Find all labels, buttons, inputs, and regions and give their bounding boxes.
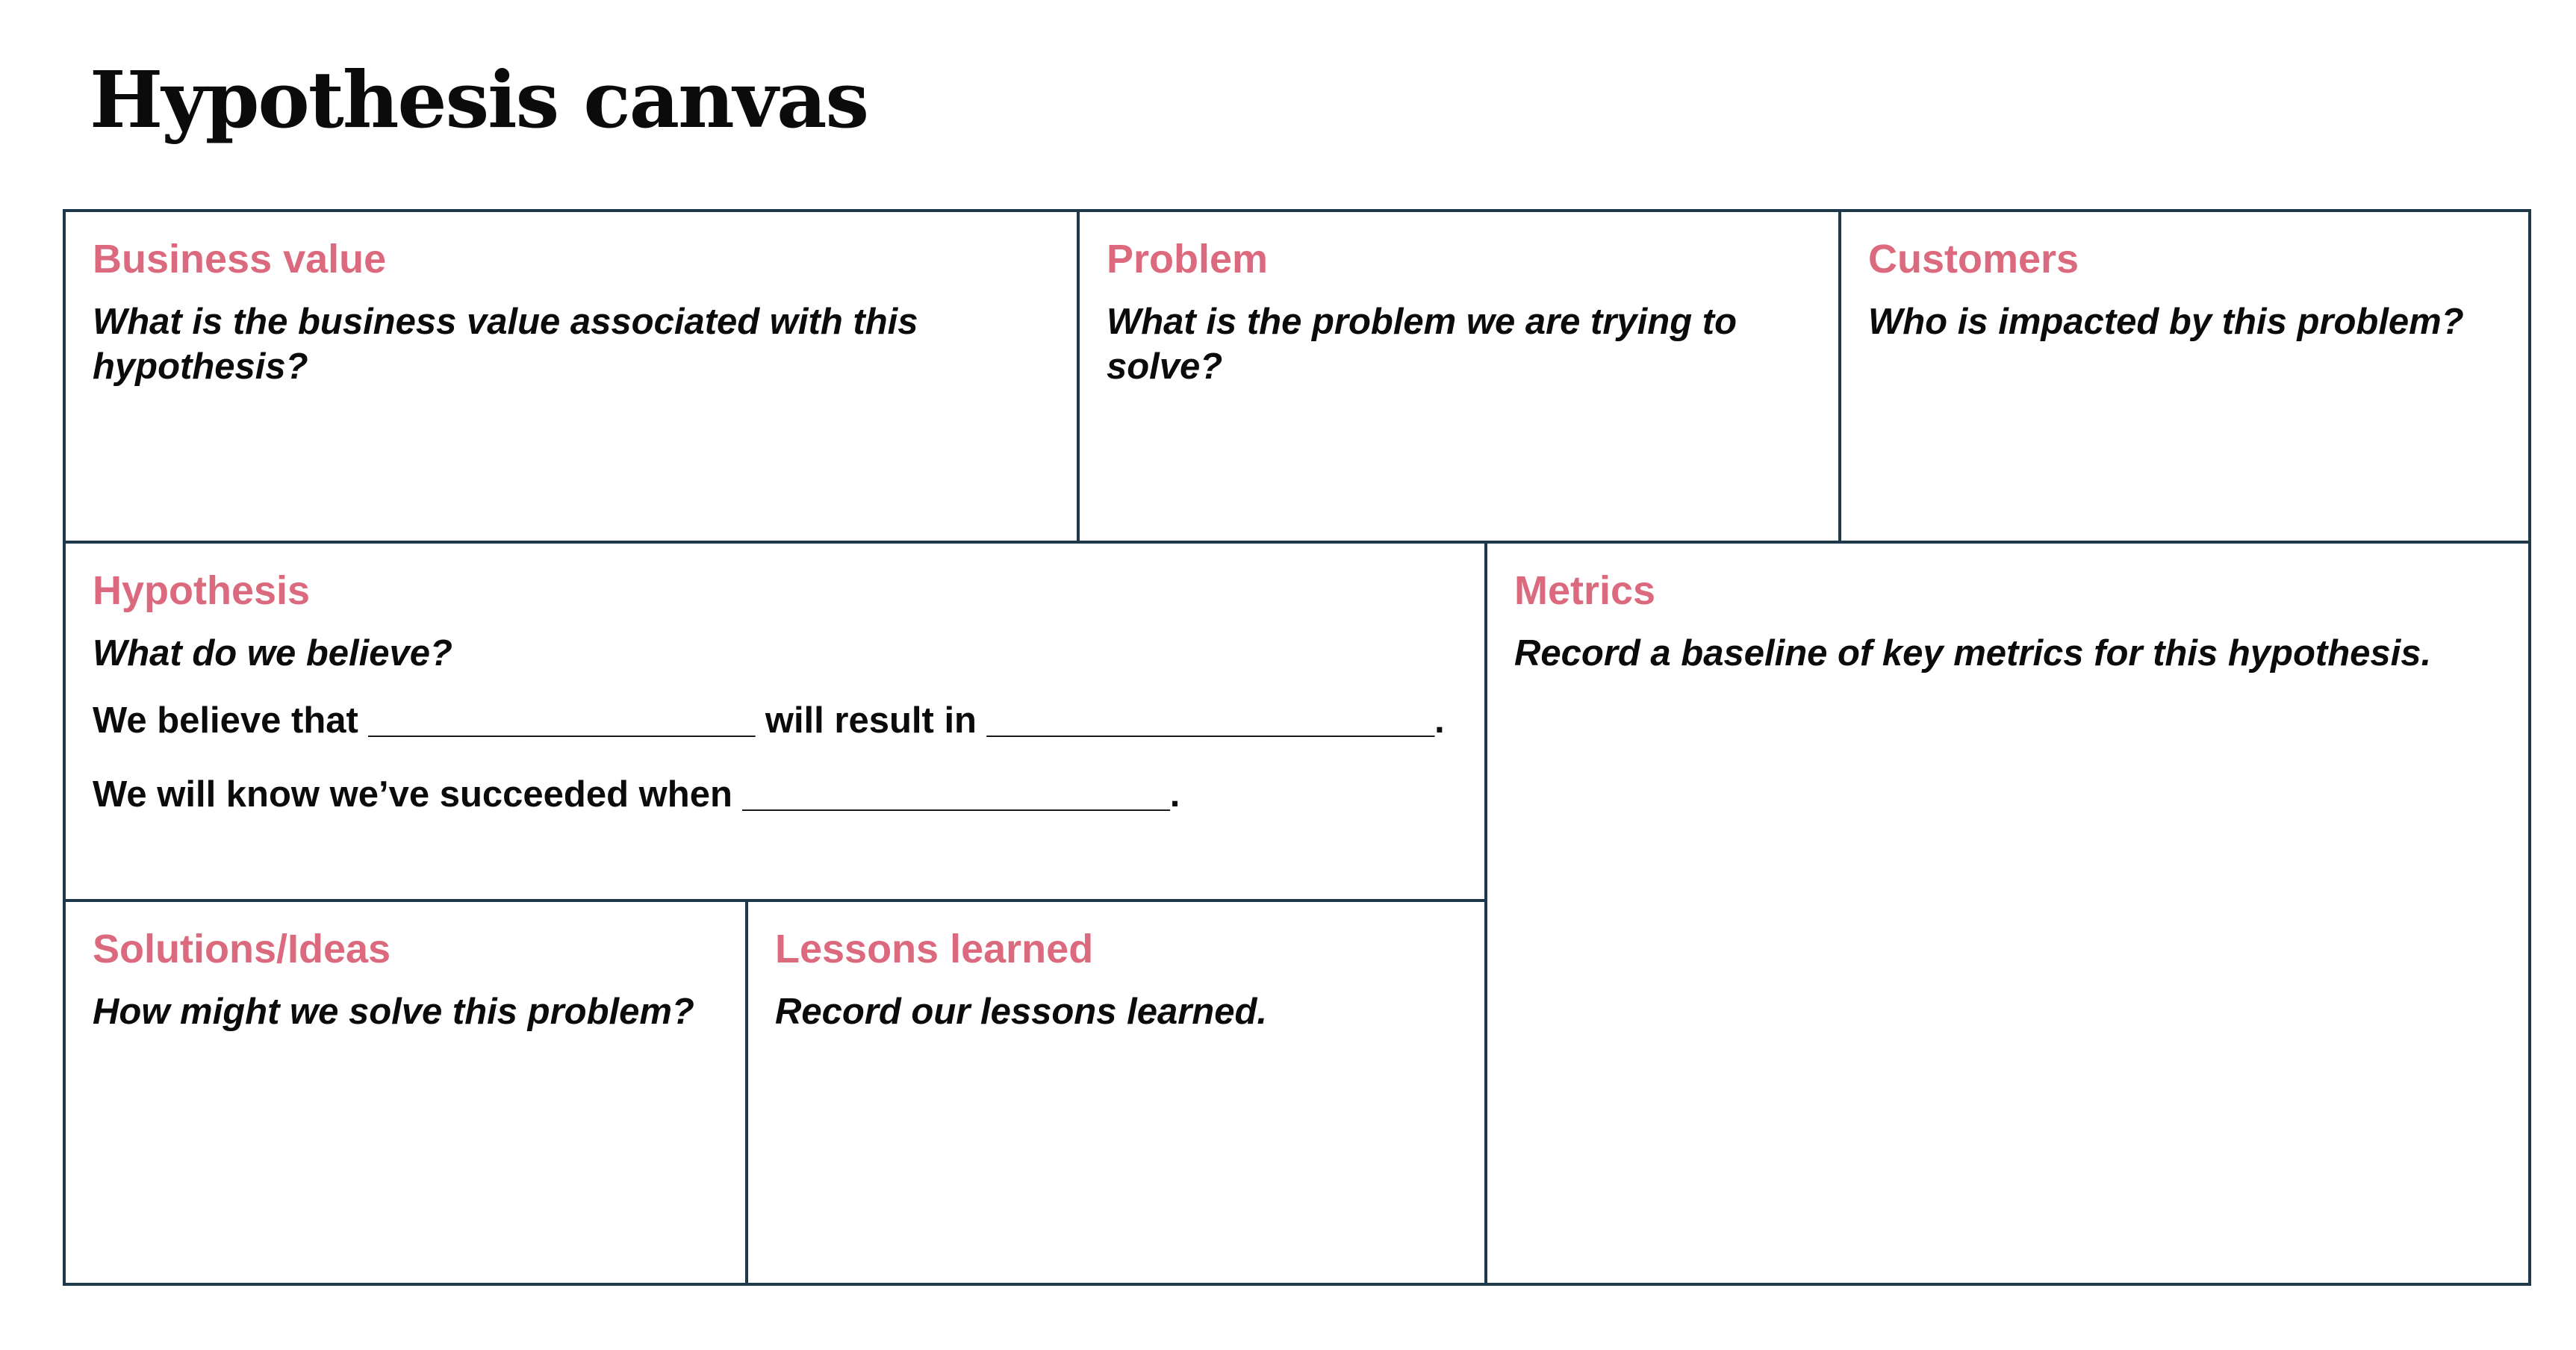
metrics-section[interactable]: [1487, 544, 2528, 1283]
business-value-section[interactable]: [66, 212, 1077, 541]
solutions-section[interactable]: [66, 902, 745, 1283]
hypothesis-success-statement: We will know we’ve succeeded when _____________________.: [93, 774, 1180, 815]
problem-prompt: What is the problem we are trying to solve?: [1107, 302, 1737, 387]
hypothesis-heading: Hypothesis: [93, 568, 311, 613]
business-value-heading: Business value: [93, 237, 387, 281]
lessons-learned-section[interactable]: [748, 902, 1484, 1283]
problem-heading: Problem: [1107, 237, 1269, 281]
customers-section[interactable]: [1841, 212, 2528, 541]
hypothesis-section[interactable]: [66, 544, 1484, 899]
lessons-learned-heading: Lessons learned: [775, 927, 1094, 971]
hypothesis-belief-statement: We believe that ___________________ will result in ______________________.: [93, 700, 1445, 741]
solutions-prompt: How might we solve this problem?: [93, 992, 694, 1032]
customers-heading: Customers: [1868, 237, 2079, 281]
metrics-prompt: Record a baseline of key metrics for this hypothesis.: [1514, 633, 2432, 674]
problem-section[interactable]: [1080, 212, 1838, 541]
hypothesis-prompt: What do we believe?: [93, 633, 452, 674]
hypothesis-canvas-grid: [63, 209, 2531, 1286]
customers-prompt: Who is impacted by this problem?: [1868, 302, 2464, 342]
business-value-prompt: What is the business value associated with this hypothesis?: [93, 302, 918, 387]
lessons-learned-prompt: Record our lessons learned.: [775, 992, 1267, 1032]
metrics-heading: Metrics: [1514, 568, 1656, 613]
page-title: Hypothesis canvas: [90, 54, 868, 146]
solutions-heading: Solutions/Ideas: [93, 927, 391, 971]
